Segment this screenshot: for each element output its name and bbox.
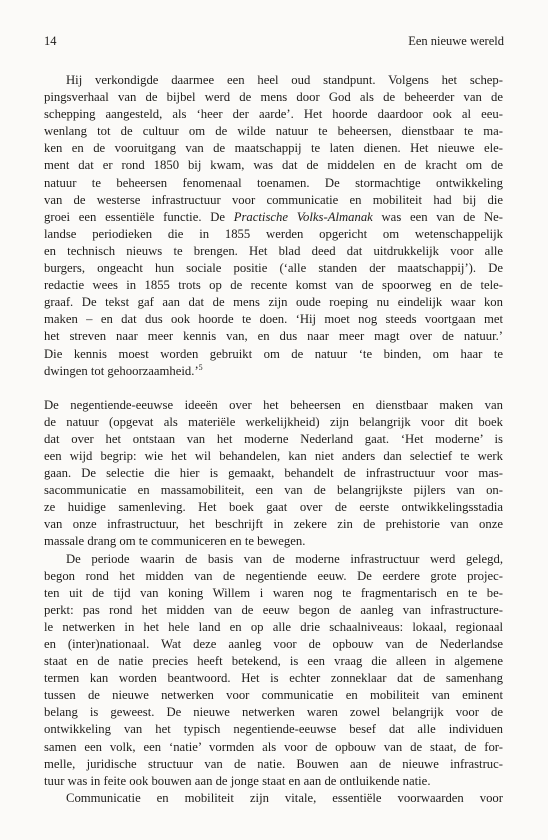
text-line: redactie wees in 1855 trots op de recente komst van de spoorweg en de tele-: [44, 278, 503, 293]
text-line: de natuur (opgevat als materiële werkelijkheid) zijn belangrijk voor dit boek: [44, 414, 503, 429]
paragraph: [44, 790, 503, 807]
text-line: schepping aangesteld, als ‘heer der aarde’. Het hoorde daardoor ook al eeu-: [44, 107, 503, 122]
page-header: [44, 34, 504, 49]
text-line: wenlang tot de cultuur om de wilde natuur te beheersen, dienstbaar te ma-: [44, 124, 503, 139]
footnote-marker[interactable]: 5: [198, 362, 203, 372]
text-line: [44, 209, 503, 226]
text-line: De negentiende-eeuwse ideeën over het beheersen en dienstbaar maken van: [44, 397, 503, 412]
text-line: het streven naar meer kennis van, en dus naar meer magt over de natuur.’: [44, 329, 503, 344]
text-line: perkt: pas rond het midden van de eeuw begon de aanleg van infrastructure-: [44, 602, 503, 617]
text-line: dat over het ontstaan van het moderne Nederland gaat. ‘Het moderne’ is: [44, 431, 503, 446]
text-line: landse periodieken die in 1855 werden opgericht om wetenschappelijk: [44, 226, 503, 241]
running-title: Een nieuwe wereld: [408, 34, 504, 48]
text-line: tuur was in feite ook bouwen aan de jonge staat en aan de ontluikende natie.: [44, 773, 431, 788]
text-line: massale drang om te communiceren en te bewegen.: [44, 534, 306, 549]
text-line: en (inter)nationaal. Wat deze aanleg voor de opbouw van de Nederlandse: [44, 637, 503, 651]
text-line: belang is geweest. De nieuwe netwerken waren zowel belangrijk voor de: [44, 705, 503, 720]
text-line: ken en de vooruitgang van de maatschappij te laten dienen. Het nieuwe ele-: [44, 141, 503, 156]
text-line: le netwerken in het hele land en op alle drie schaalniveaus: lokaal, regionaal: [44, 619, 503, 634]
text-line: Communicatie en mobiliteit zijn vitale, essentiële voorwaarden voor: [66, 790, 503, 805]
text-line: een wijd begrip: wie het wil behandelen, kan niet anders dan selectief te werk: [44, 448, 503, 463]
text-segment: was een van de Ne-: [372, 209, 503, 224]
text-line: melle, juridische structuur van de natie. Bouwen aan de nieuwe infrastruc-: [44, 756, 503, 771]
text-line: graaf. De tekst gaf aan dat de mens zijn oude roeping nu eindelijk waar kon: [44, 295, 503, 310]
text-line: ment dat er rond 1850 bij kwam, was dat de middelen en de kracht om de: [44, 158, 503, 173]
almanak-title: Practische Volks-Almanak: [233, 209, 373, 224]
text-line: gaan. De selectie die hier is gemaakt, behandelt de infrastructuur voor mas-: [44, 466, 503, 481]
text-line: Die kennis moest worden gebruikt om de natuur ‘te binden, om haar te: [44, 346, 503, 361]
paragraph: [44, 551, 503, 790]
text-line: pingsverhaal van de bijbel werd de mens door God als de beheerder van de: [44, 90, 503, 105]
text-segment: dwingen tot gehoorzaamheid.’: [44, 363, 199, 378]
paragraph: [44, 397, 503, 551]
text-line: begon rond het midden van de negentiende eeuw. De eerdere grote projec-: [44, 568, 503, 583]
text-line: samen een volk, een ‘natie’ vormden als voor de opbouw van de staat, de for-: [44, 739, 503, 754]
body-text: [44, 72, 503, 807]
text-line: staat en de natie precies heeft betekend, is een vraag die alleen in algemene: [44, 654, 503, 669]
text-line: Hij verkondigde daarmee een heel oud standpunt. Volgens het schep-: [66, 73, 503, 87]
text-line: [44, 363, 503, 380]
paragraph: [44, 72, 503, 380]
text-line: van de westerse infrastructuur voor communicatie en mobiliteit had bij die: [44, 192, 503, 207]
text-line: burgers, ongeacht hun sociale positie (‘alle standen der maatschappij’). De: [44, 261, 503, 276]
text-line: sacommunicatie en massamobiliteit, een van de belangrijkste pijlers van on-: [44, 483, 503, 498]
text-line: ontwikkeling van het typisch negentiende-eeuwse besef dat alle individuen: [44, 722, 503, 737]
text-line: van onze infrastructuur, het beschrijft in zekere zin de prehistorie van onze: [44, 517, 503, 532]
paragraph-gap: [44, 380, 503, 397]
text-line: tussen de nieuwe netwerken voor communicatie en mobiliteit van eminent: [44, 688, 503, 703]
text-line: termen kan worden beantwoord. Het is echter zonneklaar dat de samenhang: [44, 671, 503, 686]
text-segment: groei een essentiële functie. De: [44, 209, 234, 224]
text-line: ze huidige samenleving. Het boek gaat over de eerste ontwikkelingsstadia: [44, 500, 503, 515]
page-number: 14: [44, 34, 57, 48]
text-line: natuur te beheersen fenomenaal toenamen. De stormachtige ontwikkeling: [44, 175, 503, 190]
text-line: maken – en dat dus ook hoorde te doen. ‘Hij moet nog steeds voortgaan met: [44, 312, 503, 327]
text-line: ten uit de tijd van koning Willem i waren nog te fragmentarisch en te be-: [44, 585, 503, 600]
text-line: en technisch nieuws te brengen. Het blad deed dat uitdrukkelijk voor alle: [44, 243, 503, 258]
text-line: De periode waarin de basis van de moderne infrastructuur werd gelegd,: [66, 551, 503, 566]
